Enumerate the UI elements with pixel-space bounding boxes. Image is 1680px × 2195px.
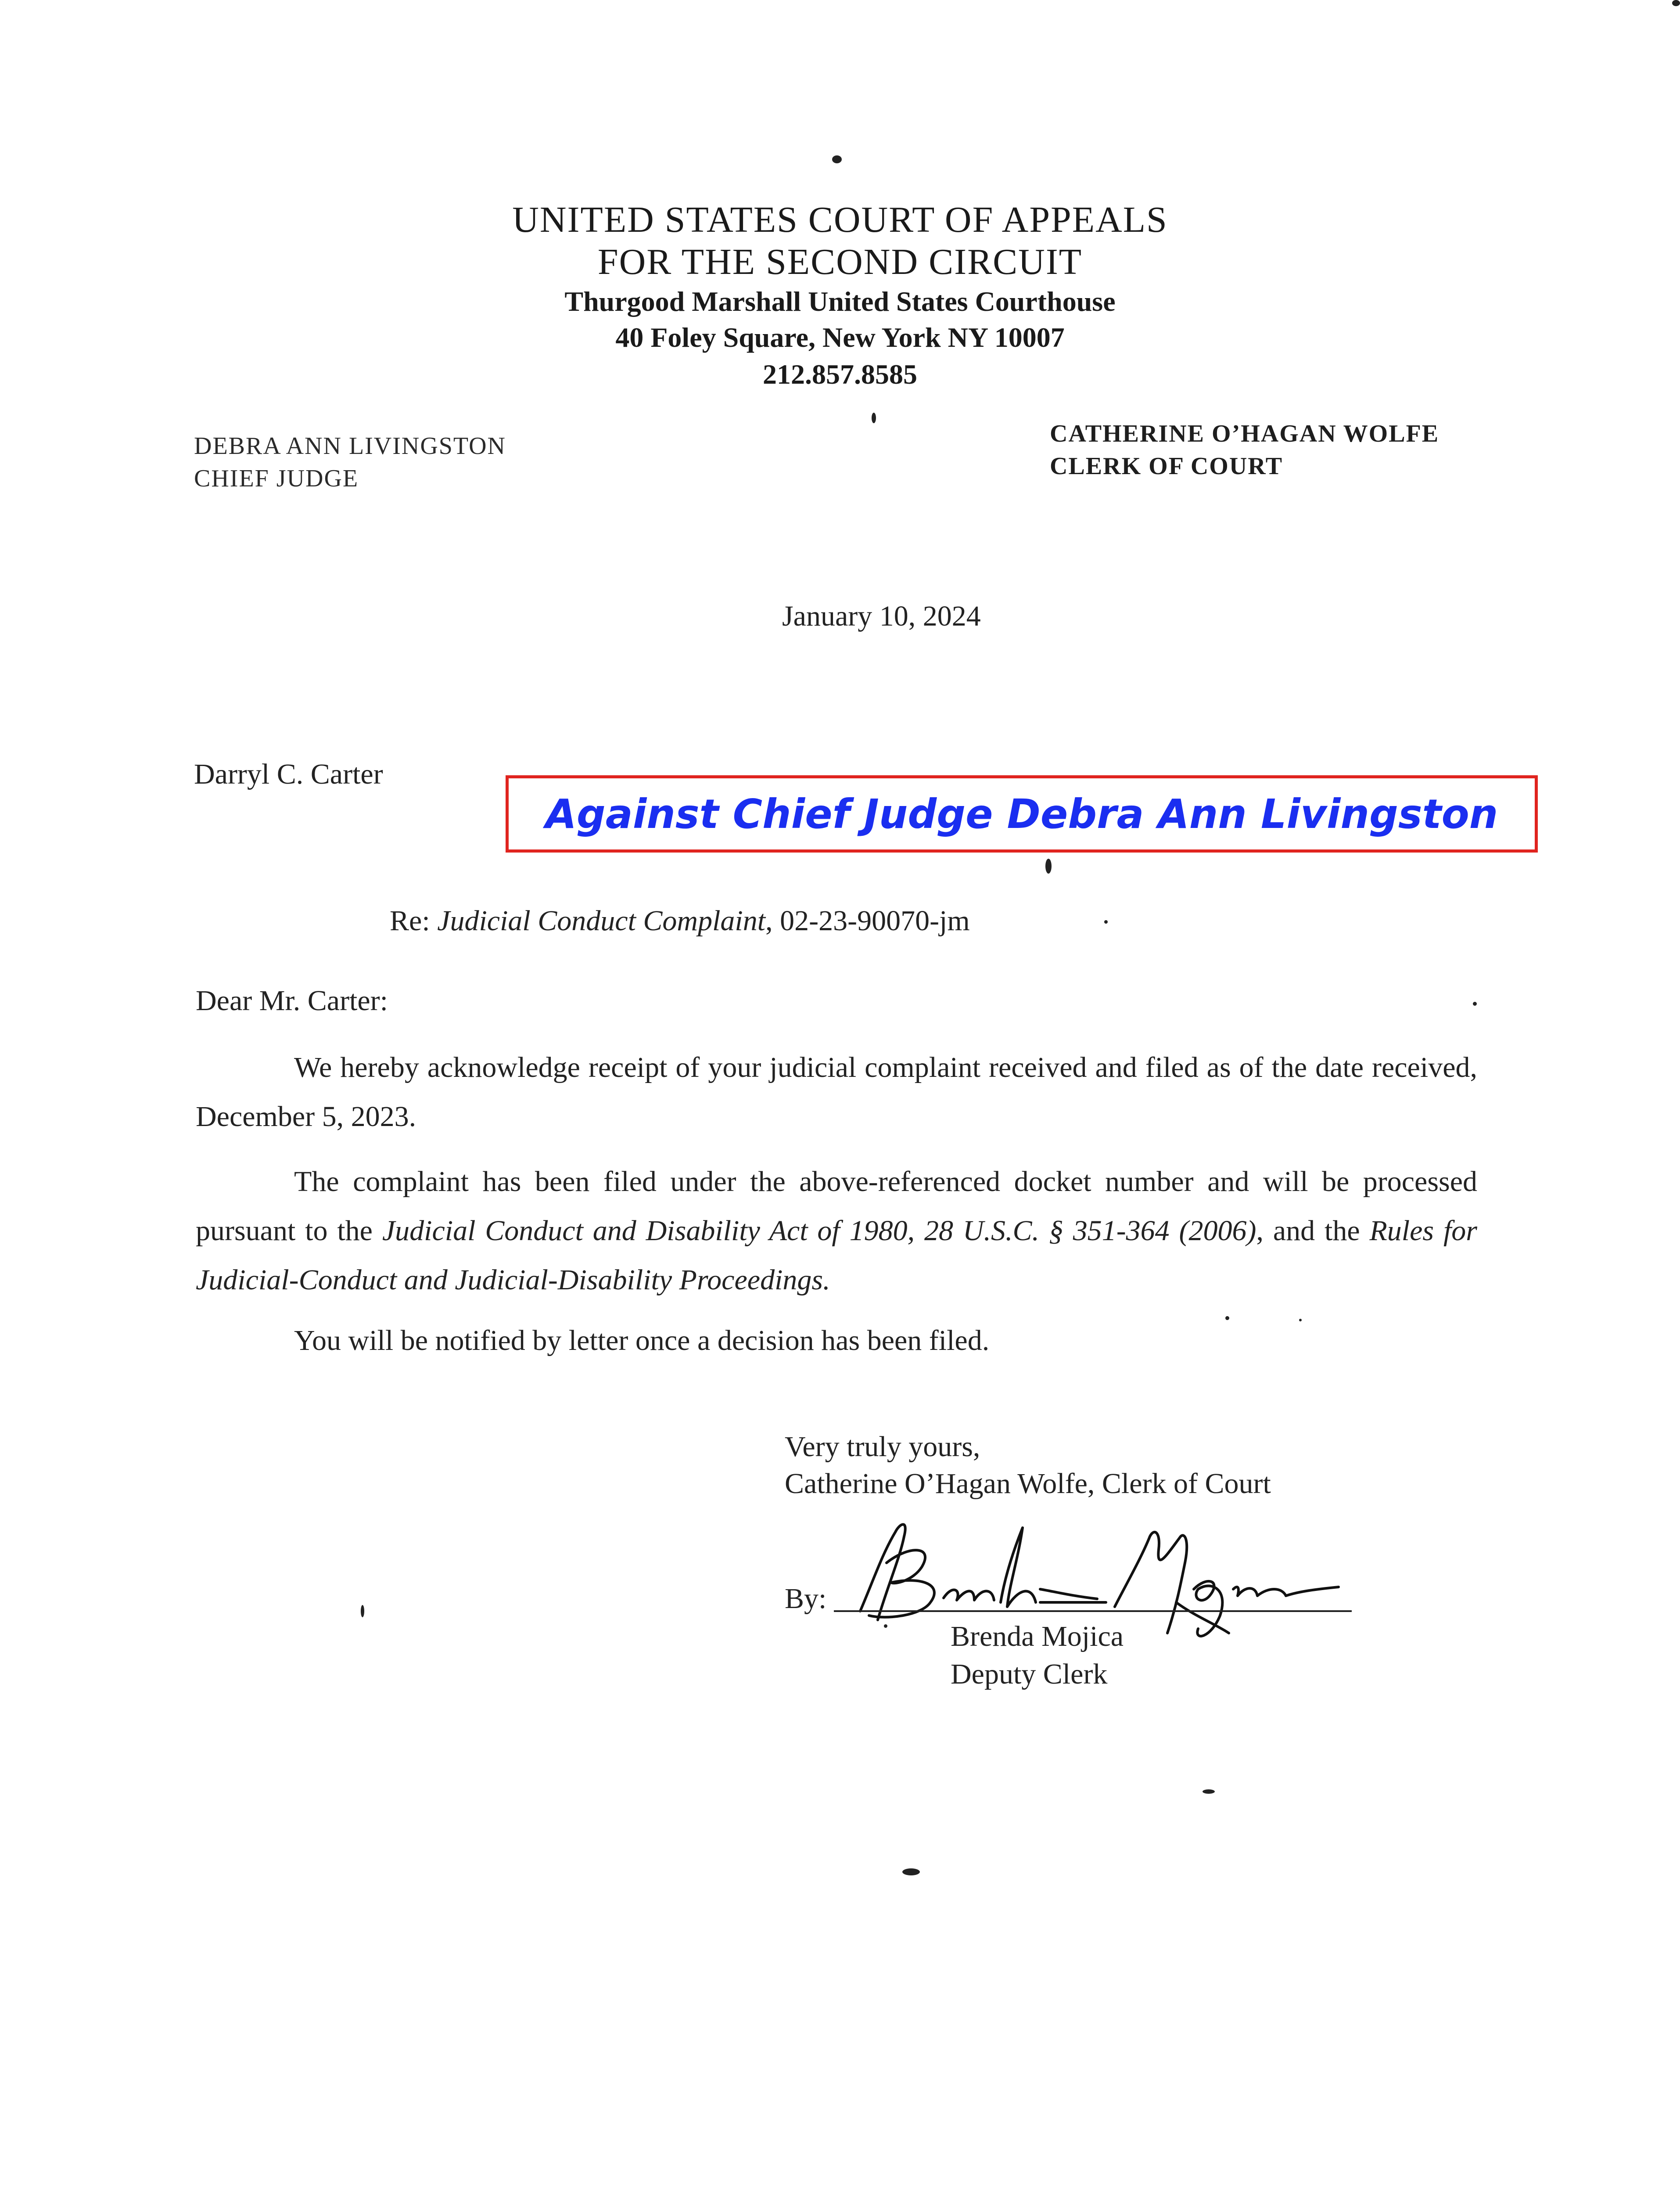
paragraph-2-part2: , and the [1256,1215,1370,1247]
clerk-name: CATHERINE O’HAGAN WOLFE [1050,420,1439,447]
paragraph-1-text: We hereby acknowledge receipt of your judicial complaint received and filed as of the date received, December 5, 2023. [196,1051,1477,1133]
scan-speck [1672,0,1680,6]
annotation-box [506,775,1538,853]
signer-name: Brenda Mojica [951,1620,1124,1652]
scan-speck [361,1605,364,1617]
scan-speck [872,413,876,423]
salutation: Dear Mr. Carter: [196,985,388,1017]
paragraph-2-act: Judicial Conduct and Disability Act of 1980, 28 U.S.C. § 351-364 (2006) [382,1215,1256,1247]
scan-speck [902,1868,920,1875]
signatory-line: Catherine O’Hagan Wolfe, Clerk of Court [785,1468,1271,1500]
scan-speck [1473,1002,1477,1006]
court-name-line2: FOR THE SECOND CIRCUIT [597,241,1083,282]
re-docket: , 02-23-90070-jm [765,905,970,937]
paragraph-2-part1: The complaint has been filed under the above-referenced docket number and will be processed pursuant to the [196,1166,1477,1247]
courthouse-name: Thurgood Marshall United States Courthouse [564,286,1116,317]
scan-speck [1045,859,1052,874]
signer-title: Deputy Clerk [951,1658,1108,1690]
scan-speck [1225,1316,1229,1320]
scan-speck [832,155,842,163]
annotation-label: Against Chief Judge Debra Ann Livingston [545,790,1498,838]
scan-speck [1104,920,1108,924]
by-label: By: [785,1583,827,1615]
scan-speck [1299,1319,1302,1321]
scan-speck [884,1624,887,1628]
paragraph-3-text: You will be notified by letter once a decision has been filed. [294,1324,990,1357]
court-address: 40 Foley Square, New York NY 10007 [615,322,1065,353]
scan-speck [1203,1789,1215,1794]
re-line [390,904,970,938]
recipient-name: Darryl C. Carter [194,758,383,790]
chief-judge-title: CHIEF JUDGE [194,465,359,492]
court-name-line1: UNITED STATES COURT OF APPEALS [512,199,1168,240]
letter-date: January 10, 2024 [782,600,981,632]
signature-line [834,1610,1352,1612]
re-prefix: Re: [390,905,438,937]
paragraph-processing [196,1157,1477,1305]
paragraph-acknowledgment [196,1043,1477,1141]
re-subject: Judicial Conduct Complaint [437,905,766,937]
valediction: Very truly yours, [785,1431,980,1463]
court-phone: 212.857.8585 [763,359,917,390]
chief-judge-name: DEBRA ANN LIVINGSTON [194,432,506,460]
paragraph-notification [196,1316,1477,1365]
paragraph-2-rules: Rules for Judicial-Conduct and Judicial-Disability Proceedings. [196,1215,1477,1296]
clerk-title: CLERK OF COURT [1050,453,1283,480]
